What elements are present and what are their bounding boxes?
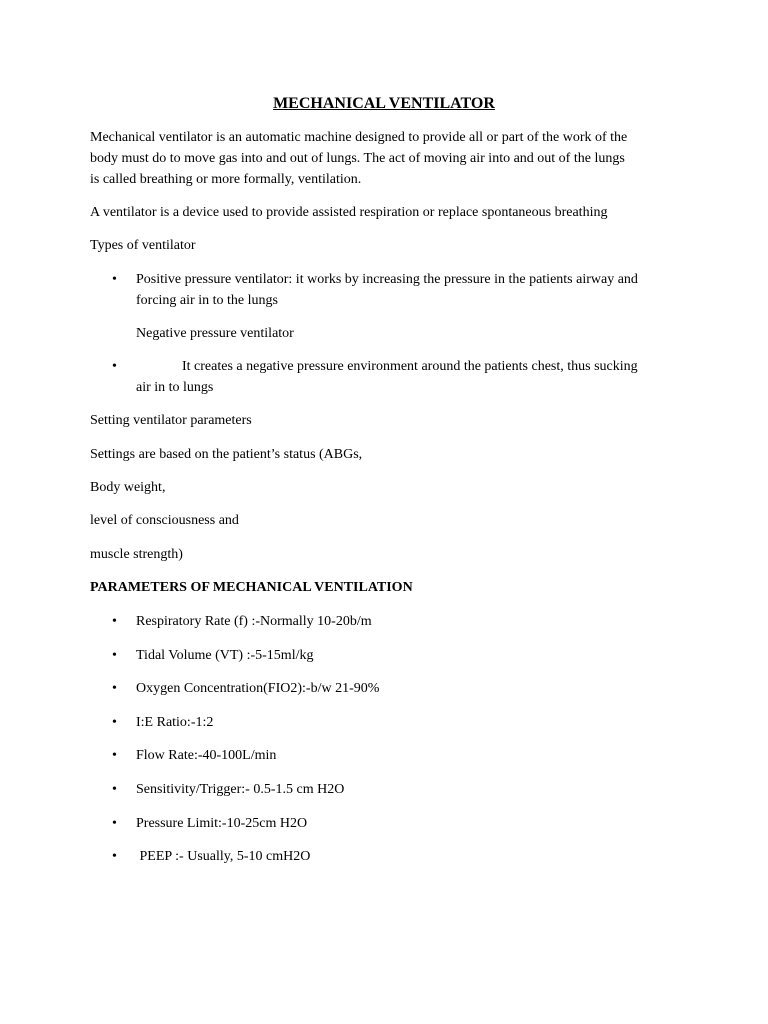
bullet-param-2: • [112,648,117,663]
bullet-param-3: • [112,681,117,696]
bullet-param-1: • [112,614,117,629]
settings-line-3: level of consciousness and [90,513,239,528]
bullet-param-5: • [112,748,117,763]
intro-line-1: Mechanical ventilator is an automatic machine designed to provide all or part of the work of the [90,130,628,145]
document-title: MECHANICAL VENTILATOR [273,95,495,112]
param-respiratory-rate: Respiratory Rate (f) :-Normally 10-20b/m [136,614,372,629]
negative-line-1: It creates a negative pressure environment around the patients chest, thus sucking [182,359,638,374]
param-oxygen-concentration: Oxygen Concentration(FIO2):-b/w 21-90% [136,681,380,696]
bullet-param-6: • [112,782,117,797]
param-peep: PEEP :- Usually, 5-10 cmH2O [136,849,311,864]
intro-line-2: body must do to move gas into and out of lungs. The act of moving air into and out of the lungs [90,151,625,166]
param-tidal-volume: Tidal Volume (VT) :-5-15ml/kg [136,648,314,663]
settings-line-1: Settings are based on the patient’s status (ABGs, [90,447,363,462]
setting-label: Setting ventilator parameters [90,413,252,428]
bullet-param-7: • [112,816,117,831]
settings-line-4: muscle strength) [90,547,183,562]
param-sensitivity: Sensitivity/Trigger:- 0.5-1.5 cm H2O [136,782,345,797]
param-ie-ratio: I:E Ratio:-1:2 [136,715,214,730]
negative-line-2: air in to lungs [136,380,214,395]
bullet-negative: • [112,359,117,374]
positive-line-2: forcing air in to the lungs [136,293,278,308]
param-flow-rate: Flow Rate:-40-100L/min [136,748,277,763]
bullet-param-8: • [112,849,117,864]
settings-line-2: Body weight, [90,480,166,495]
parameters-heading: PARAMETERS OF MECHANICAL VENTILATION [90,580,413,595]
negative-label: Negative pressure ventilator [136,326,294,341]
types-label: Types of ventilator [90,238,196,253]
positive-line-1: Positive pressure ventilator: it works by increasing the pressure in the patients airway and [136,272,638,287]
param-pressure-limit: Pressure Limit:-10-25cm H2O [136,816,308,831]
definition-paragraph: A ventilator is a device used to provide assisted respiration or replace spontaneous breathing [90,205,608,220]
bullet-param-4: • [112,715,117,730]
bullet-positive: • [112,272,117,287]
intro-line-3: is called breathing or more formally, ventilation. [90,172,362,187]
